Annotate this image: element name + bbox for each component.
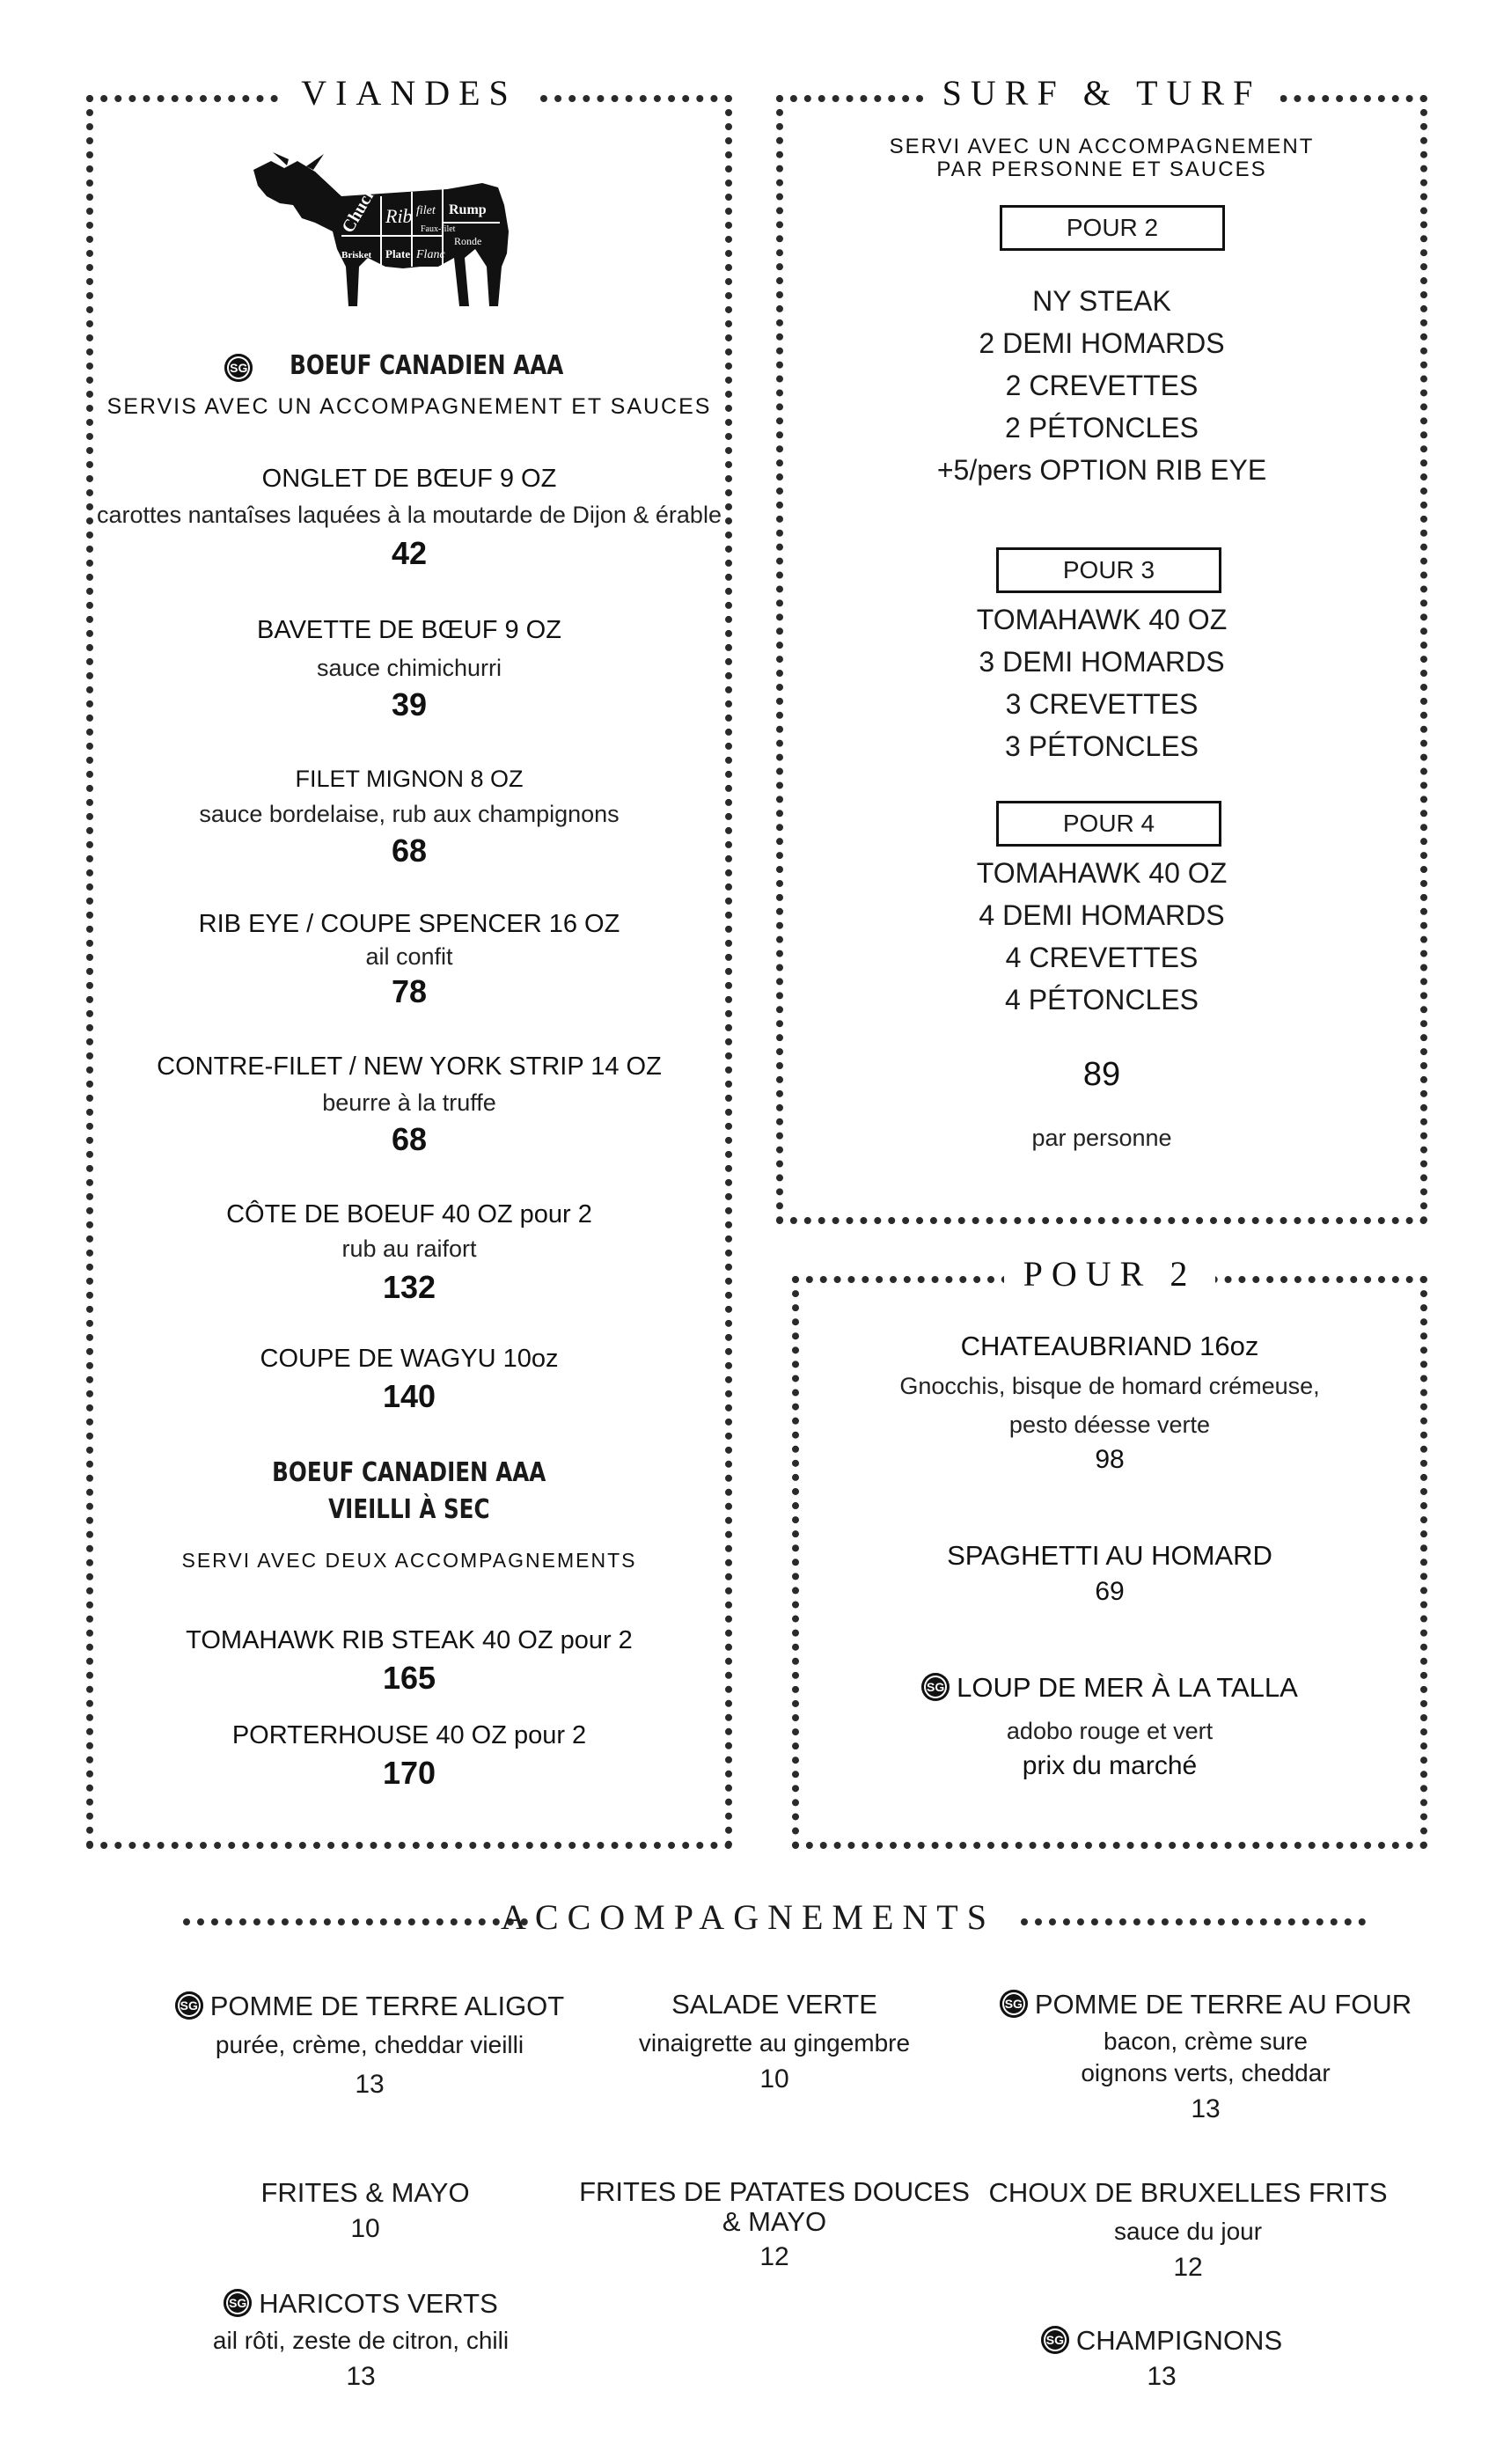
acc-item-desc: ail rôti, zeste de citron, chili: [212, 2327, 510, 2354]
surf-line: 3 PÉTONCLES: [1005, 730, 1199, 762]
surf-turf-title: SURF & TURF: [923, 73, 1281, 113]
pour-2-label: POUR 2: [1000, 205, 1225, 251]
surf-line: 4 DEMI HOMARDS: [979, 899, 1225, 931]
surf-line: 3 DEMI HOMARDS: [979, 646, 1225, 678]
acc-item-price: 10: [759, 2064, 789, 2094]
surf-line: TOMAHAWK 40 OZ: [976, 857, 1228, 889]
cow-label-plate: Plate: [385, 247, 411, 260]
acc-item-name: SALADE VERTE: [671, 1989, 877, 2020]
pour-3-label: POUR 3: [996, 547, 1221, 593]
acc-item-name: FRITES & MAYO: [260, 2177, 470, 2208]
item-desc: pesto déesse verte: [1008, 1412, 1211, 1438]
surf-line: 3 CREVETTES: [1005, 688, 1199, 720]
viandes-subheader: SERVIS AVEC UN ACCOMPAGNEMENT ET SAUCES: [106, 394, 712, 419]
beef-cuts-illustration: [218, 135, 526, 319]
surf-line: TOMAHAWK 40 OZ: [976, 604, 1228, 635]
item-price: 132: [382, 1269, 436, 1305]
acc-item-desc: purée, crème, cheddar vieilli: [215, 2031, 524, 2058]
item-name: COUPE DE WAGYU 10oz: [260, 1345, 559, 1373]
acc-item-desc: vinaigrette au gingembre: [638, 2029, 911, 2057]
sg-badge-icon: SG: [1041, 2326, 1069, 2354]
acc-item: [141, 2288, 581, 2392]
acc-item-price: 12: [759, 2242, 789, 2271]
item-desc: adobo rouge et vert: [1006, 1718, 1214, 1744]
accompagnements-title: ACCOMPAGNEMENTS: [501, 1897, 995, 1937]
cow-label-rib: Rib: [385, 205, 413, 227]
item-price: 98: [1095, 1445, 1125, 1474]
cow-label-filet: filet: [416, 204, 436, 217]
item-name: FILET MIGNON 8 OZ: [295, 766, 524, 792]
item-desc: carottes nantaîses laquées à la moutarde de Dijon & érable: [97, 502, 722, 528]
acc-item-price: 12: [1173, 2253, 1203, 2282]
item-desc: ail confit: [365, 943, 453, 970]
acc-item-desc: bacon, crème sure: [1104, 2028, 1308, 2055]
surf-turf-subheader-1: SERVI AVEC UN ACCOMPAGNEMENT: [889, 135, 1315, 158]
acc-item-name: POMME DE TERRE ALIGOT: [209, 1991, 565, 2021]
surf-turf-price: 89: [1082, 1056, 1121, 1093]
surf-line: 2 DEMI HOMARDS: [979, 327, 1225, 359]
acc-item-name: CHOUX DE BRUXELLES FRITS: [988, 2177, 1388, 2208]
item-price: 42: [391, 535, 428, 571]
cow-label-ronde: Ronde: [454, 235, 482, 247]
acc-item-name-line2: & MAYO: [722, 2206, 827, 2237]
dry-aged-title-line1: BOEUF CANADIEN AAA: [272, 1457, 546, 1488]
viandes-section: [86, 73, 732, 1849]
pour-4-label: POUR 4: [996, 801, 1221, 847]
acc-item-name: CHAMPIGNONS: [1075, 2325, 1283, 2356]
acc-item-price: 13: [1191, 2094, 1221, 2123]
surf-line: 4 CREVETTES: [1005, 942, 1199, 973]
acc-item-name: FRITES DE PATATES DOUCES: [579, 2176, 970, 2207]
surf-line: NY STEAK: [1032, 285, 1171, 317]
item-name: PORTERHOUSE 40 OZ pour 2: [231, 1721, 587, 1749]
item-desc: sauce bordelaise, rub aux champignons: [199, 801, 620, 827]
acc-item: [942, 1989, 1470, 2124]
surf-line: 4 PÉTONCLES: [1005, 984, 1199, 1016]
cow-label-rump: Rump: [449, 202, 487, 217]
surf-line: 2 CREVETTES: [1005, 370, 1199, 401]
sg-badge-icon: SG: [224, 354, 253, 382]
item-name: CHATEAUBRIAND 16oz: [960, 1331, 1259, 1361]
cow-label-flanc: Flanc: [416, 248, 445, 261]
pour-2-title: POUR 2: [1004, 1254, 1216, 1294]
item-name: CÔTE DE BOEUF 40 OZ pour 2: [226, 1200, 592, 1228]
sg-badge-icon: SG: [175, 1991, 203, 2020]
acc-item: [968, 2177, 1408, 2283]
item-desc: sauce chimichurri: [316, 655, 502, 681]
item-name: ONGLET DE BŒUF 9 OZ: [261, 465, 557, 493]
acc-item-price: 10: [350, 2214, 380, 2243]
acc-item-name: HARICOTS VERTS: [259, 2288, 498, 2319]
sg-badge-icon: SG: [224, 2289, 252, 2317]
item-price: 68: [391, 1121, 428, 1157]
acc-item: [942, 2325, 1382, 2392]
item-name: SPAGHETTI AU HOMARD: [947, 1540, 1272, 1571]
acc-item-price: 13: [346, 2362, 376, 2391]
item-desc: beurre à la truffe: [322, 1089, 496, 1116]
acc-item-desc: oignons verts, cheddar: [1081, 2059, 1331, 2086]
cow-label-brisket: Brisket: [341, 250, 372, 260]
pour-2-section: [792, 1254, 1427, 1849]
dry-aged-subheader: SERVI AVEC DEUX ACCOMPAGNEMENTS: [181, 1549, 637, 1572]
surf-turf-price-note: par personne: [1031, 1125, 1172, 1151]
item-price: 165: [382, 1660, 436, 1696]
sg-badge-icon: SG: [921, 1673, 950, 1701]
viandes-title: VIANDES: [282, 73, 537, 113]
item-name: RIB EYE / COUPE SPENCER 16 OZ: [198, 910, 620, 938]
acc-item-price: 13: [355, 2070, 385, 2099]
item-desc: Gnocchis, bisque de homard crémeuse,: [899, 1373, 1320, 1399]
item-price: prix du marché: [1022, 1751, 1198, 1780]
acc-item-price: 13: [1147, 2362, 1177, 2391]
item-price: 69: [1095, 1577, 1125, 1606]
item-price: 39: [391, 686, 428, 722]
acc-item-name: POMME DE TERRE AU FOUR: [1034, 1989, 1412, 2020]
surf-line: +5/pers OPTION RIB EYE: [936, 454, 1267, 486]
item-name: TOMAHAWK RIB STEAK 40 OZ pour 2: [186, 1626, 633, 1654]
item-name: LOUP DE MER À LA TALLA: [957, 1672, 1298, 1703]
surf-line: 2 PÉTONCLES: [1005, 412, 1199, 444]
item-price: 170: [382, 1755, 436, 1791]
item-name: CONTRE-FILET / NEW YORK STRIP 14 OZ: [157, 1052, 662, 1081]
item-price: 140: [382, 1378, 436, 1414]
item-price: 68: [391, 832, 428, 869]
acc-item: [167, 2177, 563, 2244]
cow-label-chuck: Chuck: [338, 183, 380, 237]
cow-label-fauxfilet: Faux-filet: [421, 224, 456, 234]
dry-aged-title-line2: VIEILLI À SEC: [328, 1494, 490, 1525]
item-price: 78: [391, 973, 428, 1009]
surf-turf-section: [776, 73, 1427, 1224]
acc-item-desc: sauce du jour: [1113, 2218, 1263, 2245]
item-name: BAVETTE DE BŒUF 9 OZ: [257, 616, 561, 644]
item-desc: rub au raifort: [341, 1236, 477, 1262]
acc-item: [546, 2177, 1003, 2272]
sg-badge-icon: SG: [1000, 1990, 1028, 2018]
viandes-header: BOEUF CANADIEN AAA: [290, 350, 564, 381]
surf-turf-subheader-2: PAR PERSONNE ET SAUCES: [936, 158, 1267, 181]
